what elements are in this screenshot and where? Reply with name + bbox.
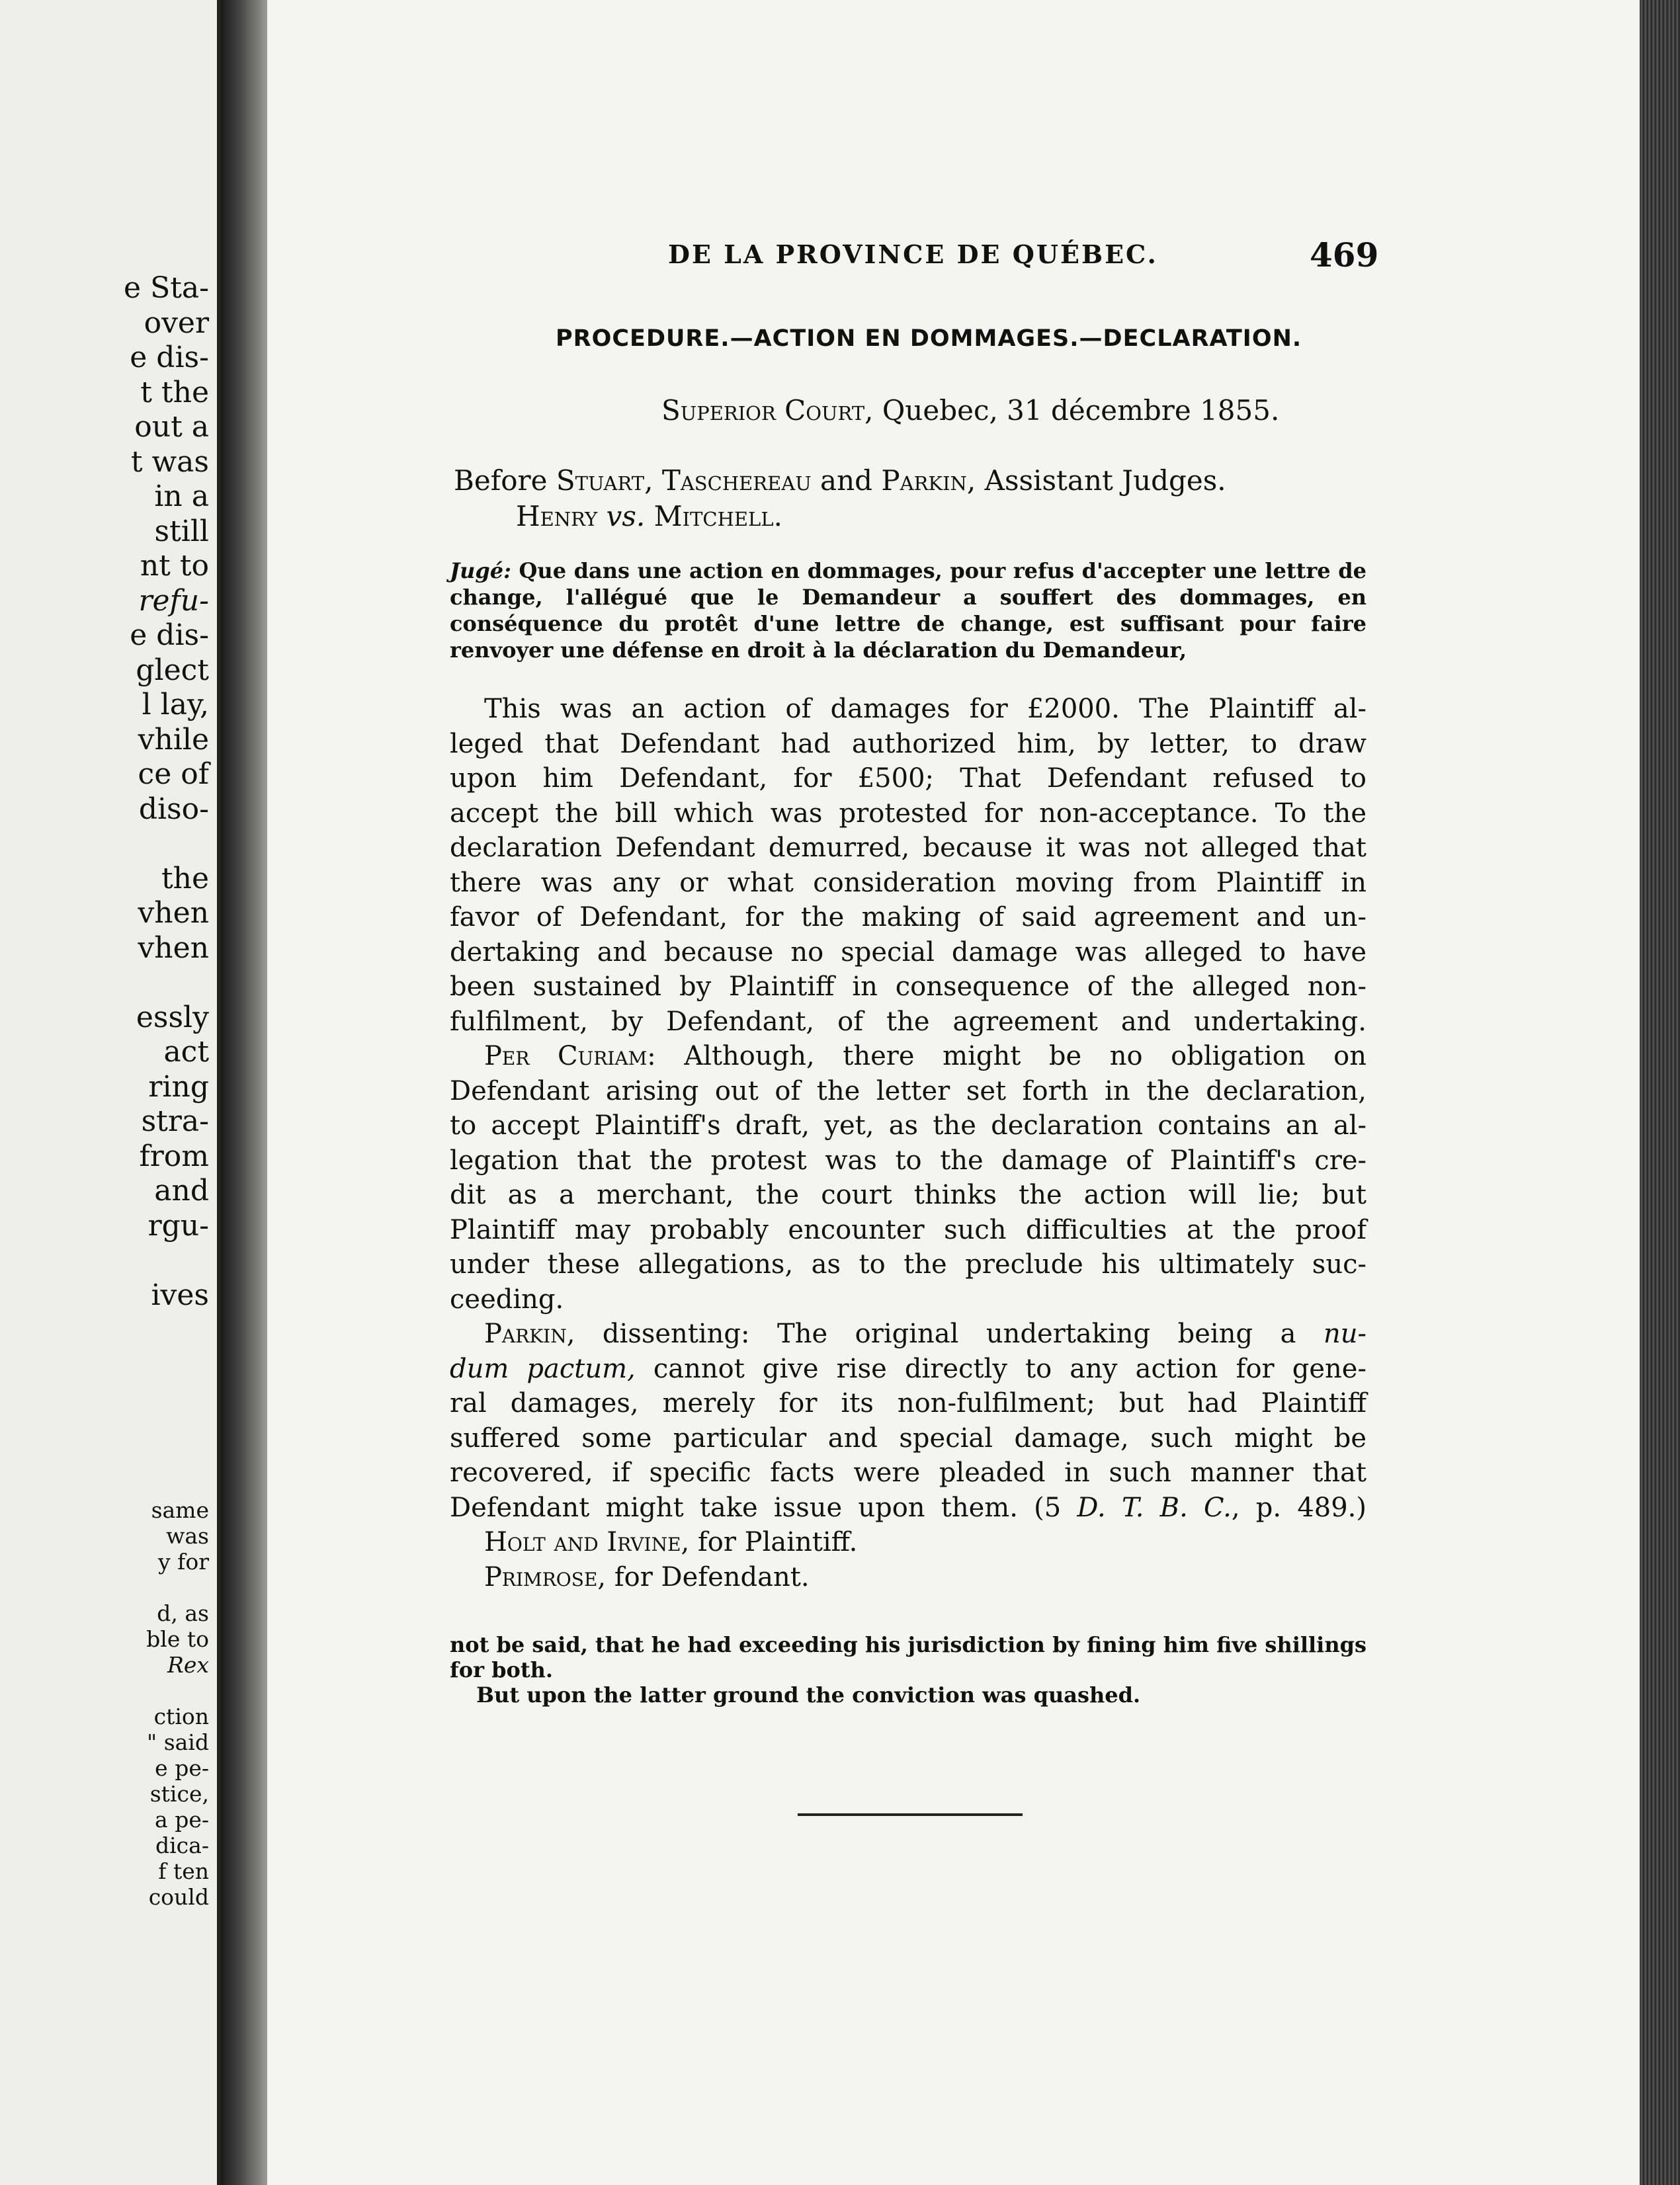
latin-term: nu- <box>1323 1319 1366 1349</box>
left-note-line: " said <box>147 1729 209 1755</box>
text-line: been sustained by Plaintiff in consequence of the alleged non- <box>450 971 1366 1002</box>
left-line: over <box>144 306 209 340</box>
judge-name: Taschereau <box>661 464 812 497</box>
text-line: favor of Defendant, for the making of said agreement and un- <box>450 902 1366 932</box>
separator: , <box>644 464 662 497</box>
separator: and <box>811 464 882 497</box>
defendant-name: Mitchell. <box>653 500 782 532</box>
court-date: , Quebec, 31 décembre 1855. <box>864 394 1280 427</box>
left-line: ce of <box>138 757 209 791</box>
left-note-line <box>0 1678 209 1704</box>
text-line: This was an action of damages for £2000. The Plaintiff al- <box>484 694 1366 724</box>
left-note-line: d, as <box>157 1600 209 1626</box>
left-note-line: could <box>148 1884 209 1910</box>
left-line: glect <box>136 653 209 687</box>
text-span: cannot give rise directly to any action for gene- <box>635 1353 1366 1384</box>
text-span: , for Defendant. <box>597 1561 810 1592</box>
judge-name: Stuart <box>556 464 645 497</box>
left-line: e Sta- <box>124 271 209 305</box>
left-line: t was <box>130 444 209 479</box>
left-line: ring <box>148 1069 209 1104</box>
headnote-text: Que dans une action en dommages, pour refus d'accepter une lettre de change, l'allégué que le Demandeur a souffert des dommages, en conséquence du protêt d'une lettre de change, est suffisant pour faire renvoyer une défense en droit à la déclaration du Demandeur, <box>450 558 1366 663</box>
left-line: out a <box>134 410 209 444</box>
text-span: , dissenting: The original undertaking being a <box>566 1319 1323 1349</box>
judges-line <box>454 464 1226 497</box>
counsel-names: Holt and Irvine <box>484 1527 681 1557</box>
text-line: there was any or what consideration moving from Plaintiff in <box>450 867 1366 898</box>
left-note-line: f ten <box>158 1858 209 1884</box>
judgment-body <box>450 692 1366 1594</box>
left-line: nt to <box>140 549 209 583</box>
text-span: : Although, there might be no obligation on <box>647 1041 1366 1071</box>
left-line: vhile <box>138 722 209 757</box>
judge-name: Parkin <box>881 464 967 497</box>
footnote-line: for both. <box>450 1657 554 1682</box>
text-line: suffered some particular and special damage, such might be <box>450 1422 1366 1454</box>
left-line: in a <box>154 479 209 513</box>
counsel-defendant <box>450 1560 1366 1595</box>
citation: D. T. B. C. <box>1077 1492 1232 1523</box>
page-edge <box>1640 0 1680 2185</box>
text-line <box>450 1491 1366 1526</box>
left-line: vhen <box>138 896 209 930</box>
left-note-line: e pe- <box>155 1755 209 1781</box>
footnote <box>450 1632 1366 1708</box>
text-line: Plaintiff may probably encounter such difficulties at the proof <box>450 1214 1366 1245</box>
left-line: diso- <box>138 792 209 826</box>
text-span: , p. 489.) <box>1231 1492 1366 1523</box>
text-span: Defendant might take issue upon them. (5 <box>450 1492 1077 1523</box>
text-line: to accept Plaintiff's draft, yet, as the declaration contains an al- <box>450 1110 1366 1141</box>
headnote-label: Jugé: <box>450 558 511 583</box>
before-prefix: Before <box>454 464 556 497</box>
footnote-line: But upon the latter ground the conviction was quashed. <box>476 1682 1141 1708</box>
left-note-line: same <box>151 1497 209 1523</box>
left-line: e dis- <box>130 341 209 374</box>
left-line <box>0 827 209 862</box>
text-line: Defendant arising out of the letter set forth in the declaration, <box>450 1075 1366 1106</box>
left-line: l lay, <box>142 688 209 721</box>
left-page-notes <box>0 1497 209 1910</box>
book-gutter <box>221 0 267 2185</box>
counsel-names: Primrose <box>484 1561 598 1592</box>
text-line: recovered, if specific facts were pleaded in such manner that <box>450 1458 1366 1488</box>
left-line: t the <box>140 375 209 409</box>
versus: vs. <box>597 500 654 532</box>
left-line <box>0 1243 209 1278</box>
per-curiam-label: Per Curiam <box>484 1041 648 1071</box>
left-note-line: stice, <box>149 1781 209 1807</box>
left-line: and <box>154 1174 209 1208</box>
counsel-plaintiff <box>450 1525 1366 1560</box>
left-note-line <box>0 1575 209 1600</box>
dissent-label: Parkin <box>484 1319 567 1349</box>
text-line: leged that Defendant had authorized him, by letter, to draw <box>450 728 1366 759</box>
page-number: 469 <box>1310 235 1379 274</box>
section-title: PROCEDURE.—ACTION EN DOMMAGES.—DECLARATION. <box>556 325 1302 352</box>
text-line: fulfilment, by Defendant, of the agreement and undertaking. <box>450 1006 1366 1037</box>
text-line: under these allegations, as to the preclude his ultimately suc- <box>450 1249 1366 1280</box>
left-page-fragment <box>0 0 221 2185</box>
left-line: refu- <box>138 583 209 618</box>
text-span: , for Plaintiff. <box>681 1527 858 1557</box>
case-parties <box>516 500 782 532</box>
end-rule <box>798 1813 1023 1816</box>
left-line <box>0 966 209 1001</box>
left-note-line: a pe- <box>155 1807 209 1833</box>
text-line: legation that the protest was to the damage of Plaintiff's cre- <box>450 1145 1366 1176</box>
text-line <box>450 1039 1366 1074</box>
text-line: ceeding. <box>450 1284 564 1315</box>
left-note-line: ction <box>153 1704 209 1729</box>
latin-term: dum pactum, <box>450 1353 636 1384</box>
left-line: rgu- <box>147 1208 209 1243</box>
footnote-line: not be said, that he had exceeding his jurisdiction by fining him five shillings <box>450 1632 1366 1657</box>
left-note-line: was <box>166 1523 209 1549</box>
text-line: declaration Defendant demurred, because it was not alleged that <box>450 833 1366 863</box>
left-note-line: y for <box>158 1549 209 1575</box>
left-page-text <box>0 271 209 1313</box>
court-name: Superior Court <box>661 394 865 427</box>
headnote <box>450 557 1366 663</box>
text-line <box>450 1352 1366 1387</box>
left-line: essly <box>136 1000 209 1034</box>
plaintiff-name: Henry <box>516 500 598 532</box>
left-line: vhen <box>138 930 209 965</box>
left-note-line: dica- <box>155 1833 209 1858</box>
running-header: DE LA PROVINCE DE QUÉBEC. <box>668 239 1158 269</box>
text-line: dit as a merchant, the court thinks the action will lie; but <box>450 1180 1366 1210</box>
text-line: ral damages, merely for its non-fulfilment; but had Plaintiff <box>450 1388 1366 1419</box>
text-line: accept the bill which was protested for non-acceptance. To the <box>450 798 1366 829</box>
text-line: upon him Defendant, for £500; That Defendant refused to <box>450 763 1366 794</box>
text-line: dertaking and because no special damage was alleged to have <box>450 936 1366 968</box>
left-line: ives <box>151 1278 209 1312</box>
left-note-line: Rex <box>167 1652 209 1678</box>
left-line: act <box>163 1035 209 1069</box>
text-line <box>450 1317 1366 1352</box>
left-line: stra- <box>141 1104 209 1138</box>
court-line <box>661 394 1279 427</box>
left-line: e dis- <box>130 618 209 652</box>
left-line: from <box>139 1139 209 1173</box>
left-note-line: ble to <box>146 1626 209 1652</box>
judges-suffix: , Assistant Judges. <box>966 464 1226 497</box>
left-line: still <box>154 514 209 548</box>
left-line: the <box>161 861 209 895</box>
